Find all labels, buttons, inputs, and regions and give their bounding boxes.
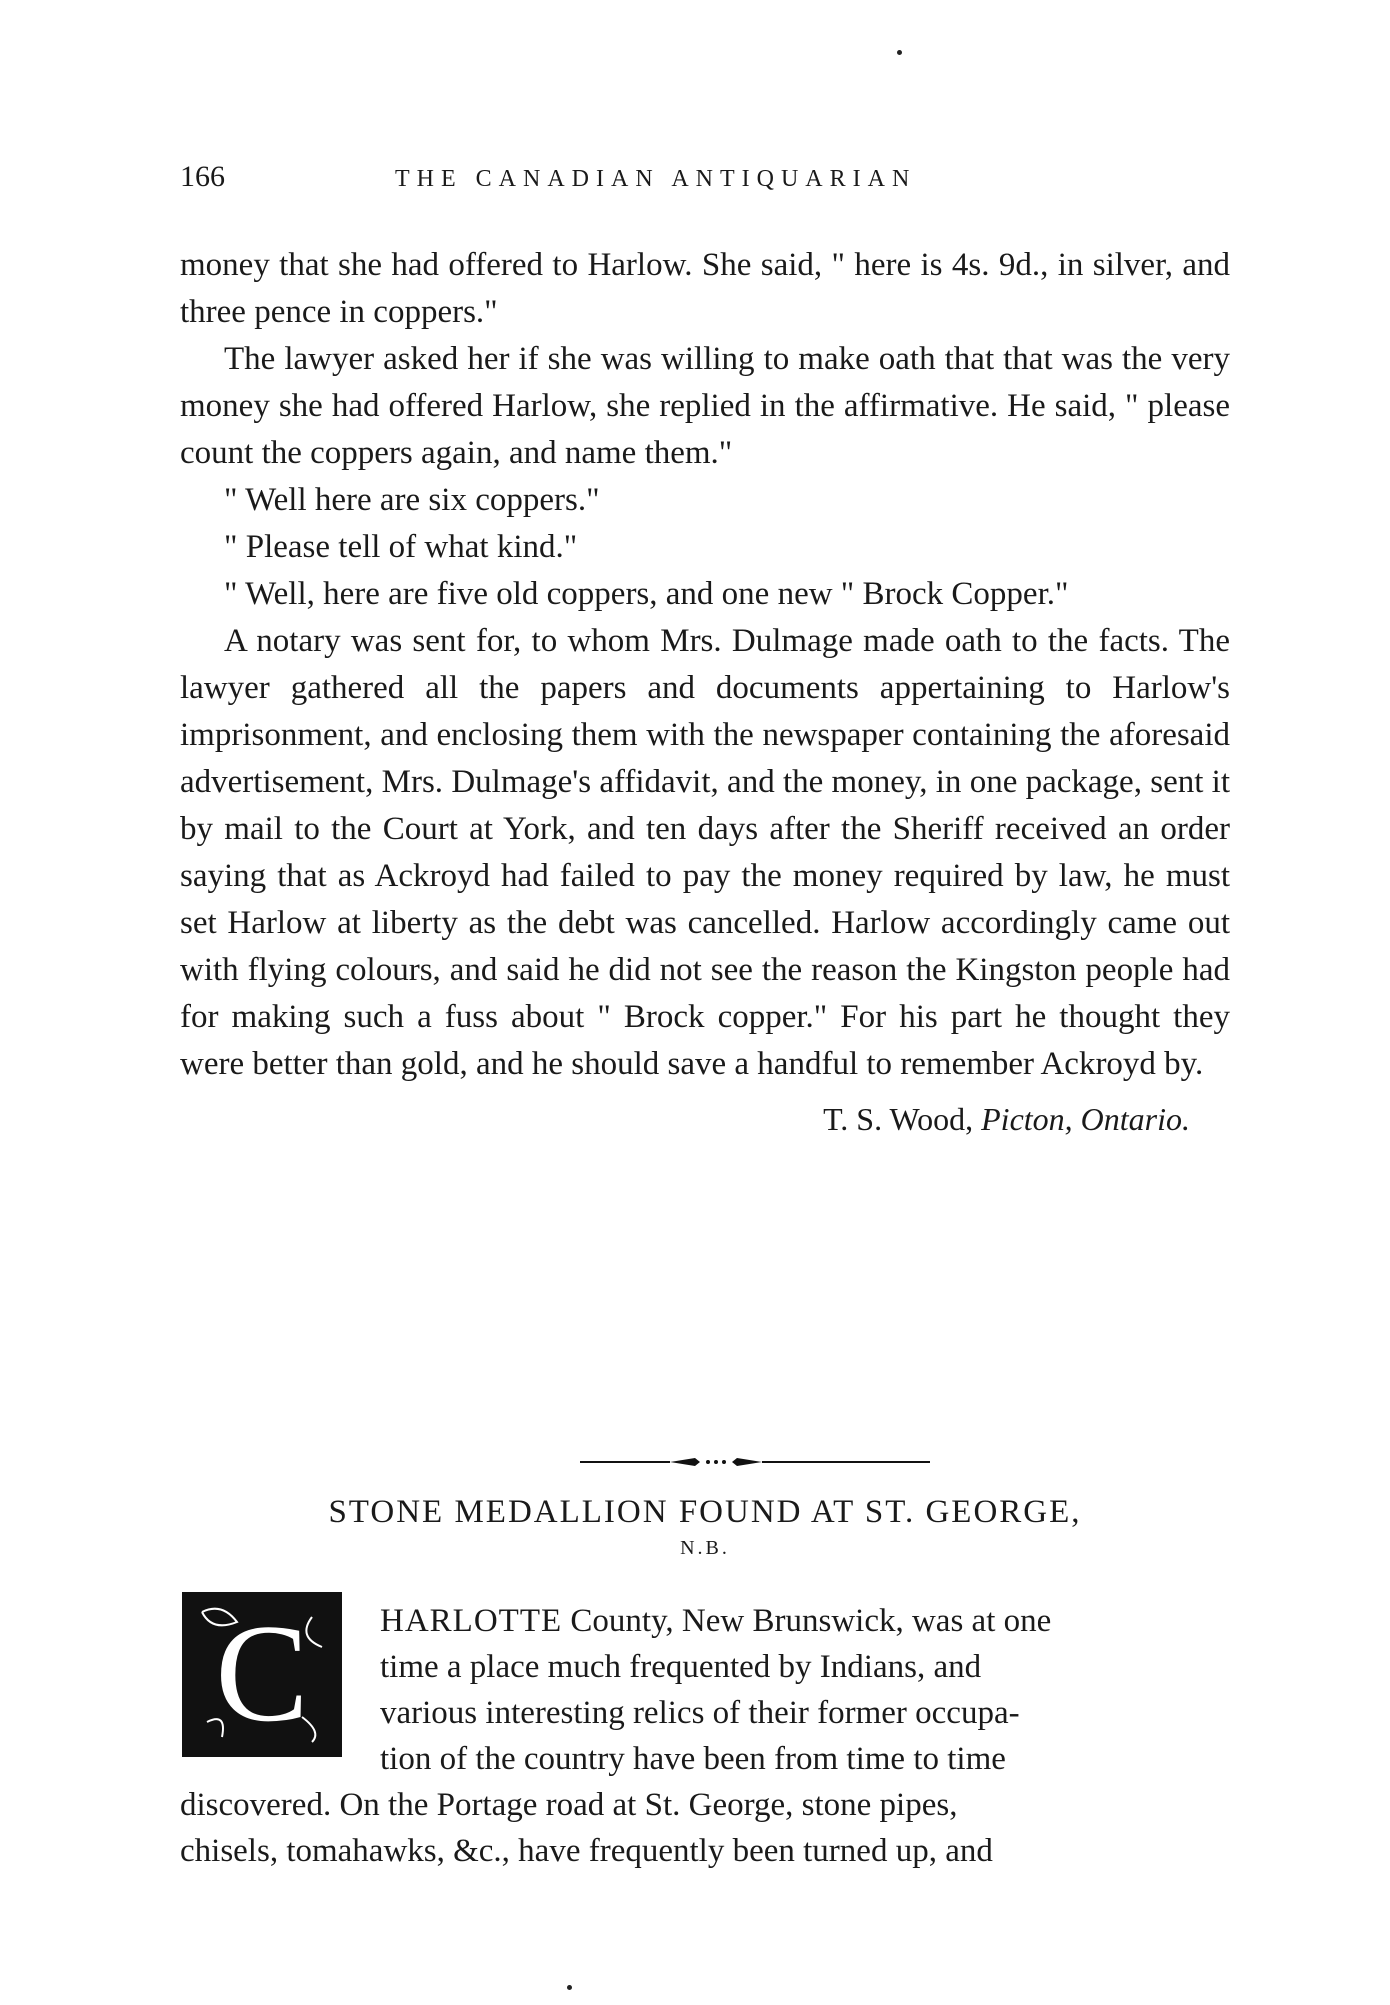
paragraph: " Well here are six coppers." [224,482,600,518]
section-divider-ornament [580,1456,930,1468]
paragraph: The lawyer asked her if she was willing to make oath that that was the very money she had offered Harlow, she replied in the affirmative. He said, " please count the coppers again, and name them." [180,341,1230,471]
article-line: HARLOTTE County, New Brunswick, was at one [380,1603,1052,1639]
page-header [180,160,1180,200]
paragraph: " Well, here are five old coppers, and one new " Brock Copper." [224,576,1069,612]
article-line: various interesting relics of their former occupa- [380,1695,1020,1731]
paragraph: money that she had offered to Harlow. She said, " here is 4s. 9d., in silver, and three pence in coppers." [180,247,1230,330]
page-number: 166 [180,160,225,193]
signature [180,1096,1230,1143]
ink-speck-bottom [567,1985,572,1990]
article-subtitle: N.B. [680,1537,730,1559]
article-line: time a place much frequented by Indians, and [380,1649,982,1685]
article-line: chisels, tomahawks, &c., have frequently been turned up, and [180,1833,993,1869]
article-title: STONE MEDALLION FOUND AT ST. GEORGE, [328,1494,1082,1530]
lead-word-rest: HARLOTTE [380,1603,563,1639]
signature-name: T. S. Wood, [823,1101,974,1137]
main-body [180,242,1230,1143]
dropcap-letter: C [215,1596,309,1751]
paragraph: A notary was sent for, to whom Mrs. Dulmage made oath to the facts. The lawyer gathered all the papers and documents appertaining to Harlow's imprisonment, and enclosing them with the newspaper containing the aforesaid advertisement, Mrs. Dulmage's affidavit, and the money, in one package, sent it by mail to the Court at York, and ten days after the Sheriff received an order saying that as Ackroyd had failed to pay the money required by law, he must set Harlow at liberty as the debt was cancelled. Harlow accordingly came out with flying colours, and said he did not see the reason the Kingston people had for making such a fuss about " Brock copper." For his part he thought they were better than gold, and he should save a handful to remember Ackroyd by. [180,623,1230,1082]
ink-speck-top [897,50,902,55]
paragraph: " Please tell of what kind." [224,529,578,565]
article-line: tion of the country have been from time to time [380,1741,1006,1777]
article-line: discovered. On the Portage road at St. George, stone pipes, [180,1787,958,1823]
article-body [180,1598,1230,1874]
running-title: THE CANADIAN ANTIQUARIAN [395,166,917,192]
signature-place: Picton, Ontario. [981,1101,1190,1137]
